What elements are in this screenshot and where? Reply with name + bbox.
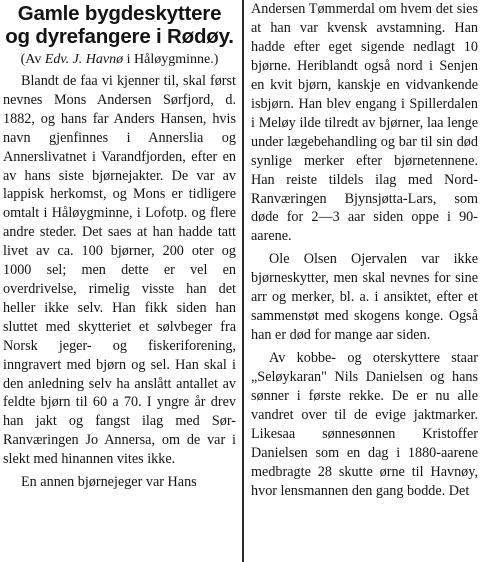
headline-line-2: og dyrefangere i Rødøy. — [5, 25, 234, 48]
byline-author: Edv. J. Havnø — [44, 52, 124, 67]
headline-line-1: Gamle bygdeskyttere — [17, 2, 222, 25]
paragraph-2: En annen bjørnejeger var Hans — [21, 474, 197, 491]
right-column — [249, 0, 480, 562]
paragraph-4: Ole Olsen Ojervalen var ikke bjørneskytter, men skal nevnes for sine arr og merker, bl. a. i ansiktet, efter et sammenstøt med skogens konge. Også han er død for mange aar siden. — [251, 251, 478, 344]
byline-prefix: (Av — [20, 52, 45, 67]
byline — [3, 50, 236, 69]
headline — [3, 2, 236, 48]
left-column — [0, 0, 238, 562]
paragraph-1: Blandt de faa vi kjenner til, skal først nevnes Mons Andersen Sørfjord, d. 1882, og hans far Anders Hansen, hvis navn gjenfinnes i Annerslia og Annerslivatnet i Varandfjorden, efter en av hans siste bjørnejakter. De var av lappisk herkomst, og Mons er tidligere omtalt i Håløygminne, i Lofotp. og flere andre steder. Det saes at han hadde tatt livet av ca. 100 bjørner, 200 oter og 1000 sel; men dette er vel en overdrivelse, rimelig visste han det heller ikke selv. Han fikk siden han sluttet med skytteriet et sølvbeger fra Norsk jeger- og fiskeriforening, inngravert med bjørn og sel. Han skal i den anledning selv ha anslått antallet av feldte bjørn til 60 a 70. I yngre år drev han jakt og fangst ilag med Sør-Ranværingen Jo Annersa, om de var i slekt med hinannen vites ikke. — [3, 73, 236, 468]
paragraph-5: Av kobbe- og oterskyttere staar „Seløykaran" Nils Danielsen og hans sønner i første rekke. De er nu alle vandret over til de evige jaktmarker. Likesaa sønnesønnen Kristoffer Danielsen som en dag i 1880-aarene medbragte 28 skutte ørne til Havnøy, hvor lensmannen den gang bodde. Det — [251, 350, 478, 499]
column-divider — [242, 0, 244, 562]
paragraph-3: Andersen Tømmerdal om hvem det sies at han var kvensk avstamning. Han hadde efter eget sigende nedlagt 10 bjørne. Heriblandt også nord i Senjen en kvit bjørn, kanskje en vidvankende isbjørn. Han blev engang i Spillerdalen i Meløy ilde tilredt av bjørner, laa lenge under lægebehandling og bar til sin død synlige merker efter bjørnetennene. Han reiste tildels ilag med Nord-Ranværingen Bjynsjøtta-Lars, som døde for 2—3 aar siden oppe i 90-aarene. — [251, 1, 478, 245]
byline-suffix: i Håløygminne.) — [123, 52, 219, 67]
